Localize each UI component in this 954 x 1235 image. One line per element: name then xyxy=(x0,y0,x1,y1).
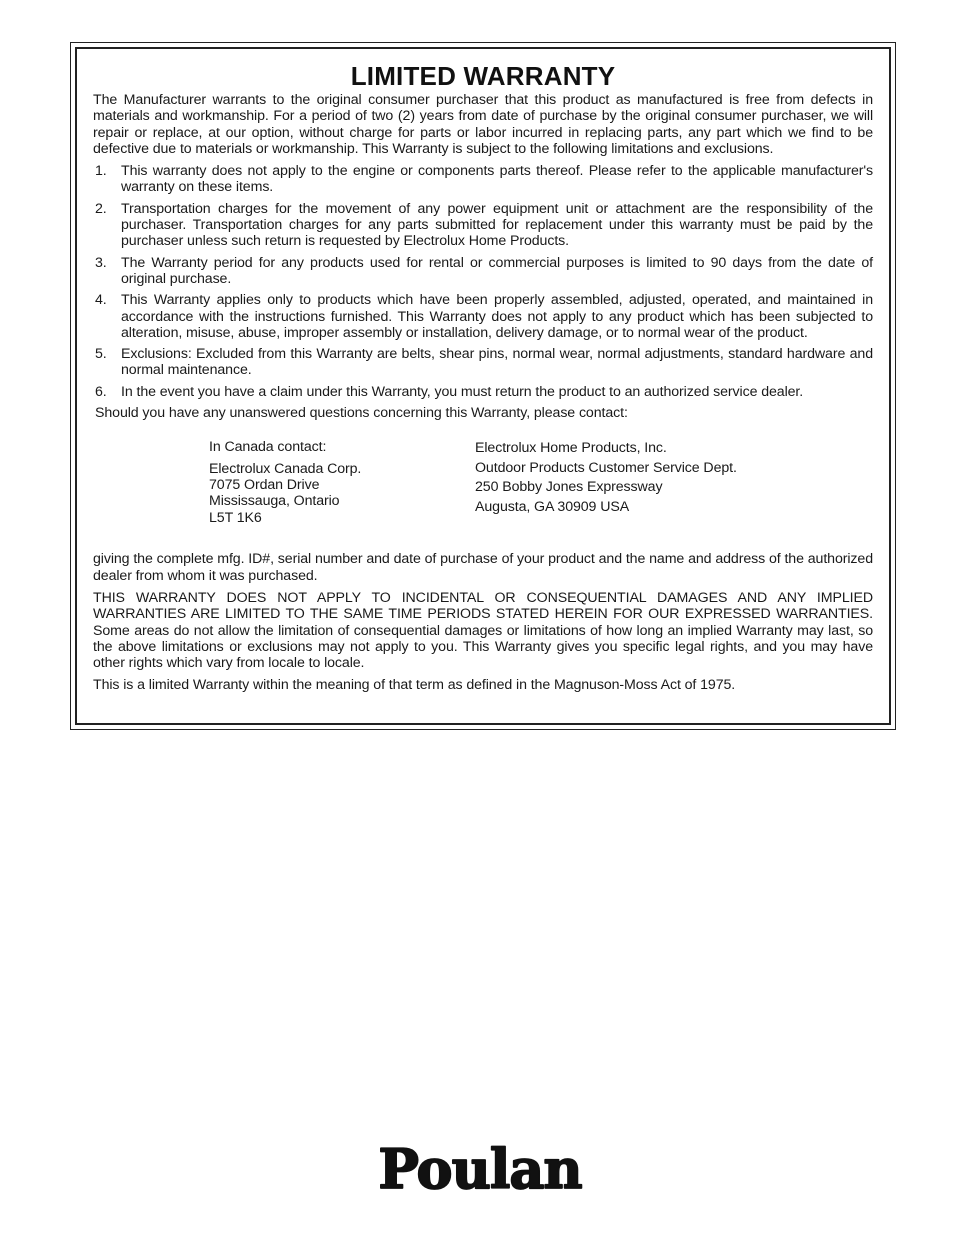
warranty-content xyxy=(93,55,873,694)
clause-item xyxy=(93,292,873,341)
address-line: Mississauga, Ontario xyxy=(209,493,340,510)
intro-paragraph: The Manufacturer warrants to the original consumer purchaser that this product as manufactured is free from defects in materials and workmanship. For a period of two (2) years from date of purchase by the original consumer purchaser, we will repair or replace, at our option, without charge for parts or labor incurred in replacing parts, any part which we find to be defective due to materials or workmanship. This Warranty is subject to the following limitations and exclusions. xyxy=(93,92,873,157)
clause-text: This Warranty applies only to products which have been properly assembled, adjusted, operated, and maintained in accordance with the instructions furnished. This Warranty does not apply to any product which has been subjected to alteration, misuse, abuse, improper assembly or installation, delivery damage, or to normal wear of the product. xyxy=(121,292,873,341)
contact-addresses xyxy=(93,421,873,549)
address-line: Outdoor Products Customer Service Dept. xyxy=(475,459,737,476)
address-line: 7075 Ordan Drive xyxy=(209,476,320,493)
poulan-logo-text: Poulan xyxy=(378,1140,582,1196)
address-line: Augusta, GA 30909 USA xyxy=(475,498,630,515)
clause-number: 2. xyxy=(95,200,107,217)
clause-text: Transportation charges for the movement of any power equipment unit or attachment are the responsibility of the purchaser. Transportation charges for any parts submitted for replacement under this warranty must be paid by the purchaser unless such return is requested by Electrolux Home Products. xyxy=(121,200,873,250)
disclaimer-paragraph: THIS WARRANTY DOES NOT APPLY TO INCIDENTAL OR CONSEQUENTIAL DAMAGES AND ANY IMPLIED WARRANTIES ARE LIMITED TO THE SAME TIME PERIODS STATED HEREIN FOR OUR EXPRESSED WARRANTIES. Some areas do not allow the limitation of consequential damages or limitations of how long an implied Warranty may last, so the above limitations or exclusions may not apply to you. This Warranty gives you specific legal rights, and you may have other rights which vary from locale to locale. xyxy=(93,589,873,672)
canada-address xyxy=(209,439,439,525)
us-address xyxy=(475,439,815,517)
clause-item xyxy=(93,163,873,196)
clause-number: 3. xyxy=(95,254,107,271)
contact-prompt: Should you have any unanswered questions concerning this Warranty, please contact: xyxy=(95,405,628,422)
clause-list xyxy=(93,163,873,400)
page-title: LIMITED WARRANTY xyxy=(350,61,616,91)
clause-text: Exclusions: Excluded from this Warranty are belts, shear pins, normal wear, normal adjustments, standard hardware and normal maintenance. xyxy=(121,346,873,379)
clause-item xyxy=(93,384,873,400)
clause-text: This warranty does not apply to the engine or components parts thereof. Please refer to the applicable manufacturer's warranty on these items. xyxy=(121,163,873,196)
clause-item xyxy=(93,346,873,379)
warranty-frame-outer xyxy=(70,42,896,730)
claim-instructions: giving the complete mfg. ID#, serial number and date of purchase of your product and the name and address of the authorized dealer from whom it was purchased. xyxy=(93,551,873,584)
address-line: 250 Bobby Jones Expressway xyxy=(475,479,663,496)
address-line: L5T 1K6 xyxy=(209,509,262,526)
warranty-frame-inner xyxy=(75,47,891,725)
clause-number: 1. xyxy=(95,163,107,180)
magnuson-moss-statement: This is a limited Warranty within the meaning of that term as defined in the Magnuson-Moss Act of 1975. xyxy=(93,677,736,694)
clause-number: 6. xyxy=(95,383,107,400)
clause-item xyxy=(93,255,873,288)
clause-item xyxy=(93,201,873,250)
clause-text: The Warranty period for any products used for rental or commercial purposes is limited to 90 days from the date of original purchase. xyxy=(121,254,873,287)
clause-number: 4. xyxy=(95,292,107,309)
poulan-logo xyxy=(366,1140,594,1196)
canada-label: In Canada contact: xyxy=(209,439,327,456)
address-line: Electrolux Home Products, Inc. xyxy=(475,440,667,457)
address-line: Electrolux Canada Corp. xyxy=(209,460,362,477)
clause-number: 5. xyxy=(95,346,107,363)
clause-text: In the event you have a claim under this Warranty, you must return the product to an authorized service dealer. xyxy=(121,383,804,400)
